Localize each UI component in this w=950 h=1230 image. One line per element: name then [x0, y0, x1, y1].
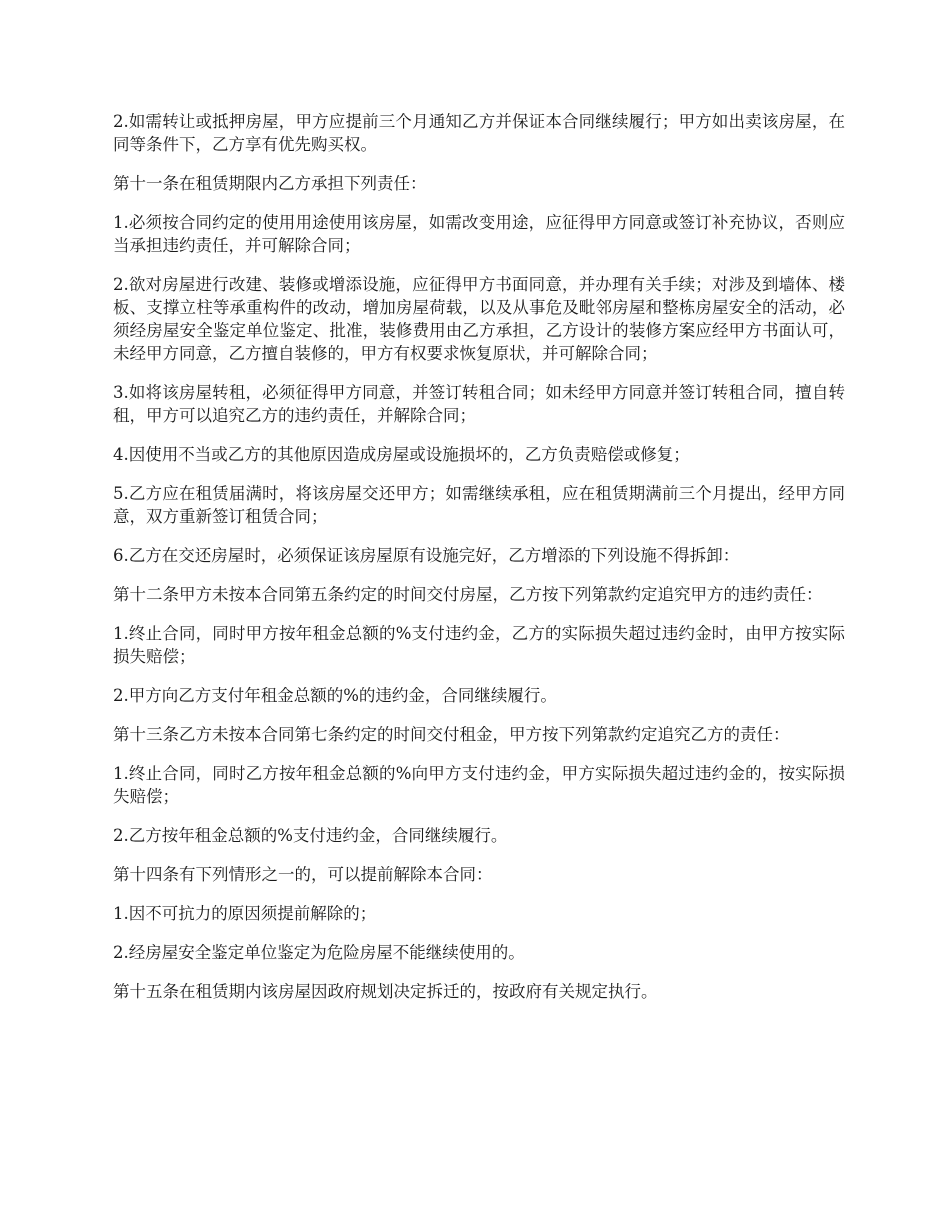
article-15-heading: 第十五条在租赁期内该房屋因政府规划决定拆迁的，按政府有关规定执行。 — [113, 982, 658, 1001]
paragraph-transfer-mortgage: 2.如需转让或抵押房屋，甲方应提前三个月通知乙方并保证本合同继续履行；甲方如出卖该房屋，在同等条件下，乙方享有优先购买权。 — [113, 112, 845, 154]
document-body — [113, 110, 845, 1019]
article-12-heading: 第十二条甲方未按本合同第五条约定的时间交付房屋，乙方按下列第款约定追究甲方的违约责任： — [113, 585, 823, 604]
paragraph-renovation: 2.欲对房屋进行改建、装修或增添设施，应征得甲方书面同意，并办理有关手续；对涉及到墙体、楼板、支撑立柱等承重构件的改动，增加房屋荷载，以及从事危及毗邻房屋和整栋房屋安全的活动，必须经房屋安全鉴定单位鉴定、批准，装修费用由乙方承担，乙方设计的装修方案应经甲方书面认可，未经甲方同意，乙方擅自装修的，甲方有权要求恢复原状，并可解除合同； — [113, 275, 845, 363]
paragraph-13-continue: 2.乙方按年租金总额的%支付违约金，合同继续履行。 — [113, 826, 508, 845]
article-11-heading: 第十一条在租赁期限内乙方承担下列责任： — [113, 174, 427, 193]
paragraph-14-dangerous-house: 2.经房屋安全鉴定单位鉴定为危险房屋不能继续使用的。 — [113, 943, 525, 962]
paragraph-usage-purpose: 1.必须按合同约定的使用用途使用该房屋，如需改变用途，应征得甲方同意或签订补充协议，否则应当承担违约责任，并可解除合同； — [113, 213, 845, 255]
paragraph-13-terminate: 1.终止合同，同时乙方按年租金总额的%向甲方支付违约金，甲方实际损失超过违约金的，按实际损失赔偿； — [113, 764, 845, 806]
paragraph-12-continue: 2.甲方向乙方支付年租金总额的%的违约金，合同继续履行。 — [113, 686, 557, 705]
paragraph-12-terminate: 1.终止合同，同时甲方按年租金总额的%支付违约金，乙方的实际损失超过违约金时，由甲方按实际损失赔偿； — [113, 624, 845, 666]
article-14-heading: 第十四条有下列情形之一的，可以提前解除本合同： — [113, 865, 493, 884]
paragraph-sublease: 3.如将该房屋转租，必须征得甲方同意，并签订转租合同；如未经甲方同意并签订转租合同，擅自转租，甲方可以追究乙方的违约责任，并解除合同； — [113, 383, 845, 425]
article-13-heading: 第十三条乙方未按本合同第七条约定的时间交付租金，甲方按下列第款约定追究乙方的责任： — [113, 725, 790, 744]
paragraph-facilities: 6.乙方在交还房屋时，必须保证该房屋原有设施完好，乙方增添的下列设施不得拆卸： — [113, 546, 740, 565]
paragraph-return-renewal: 5.乙方应在租赁届满时，将该房屋交还甲方；如需继续承租，应在租赁期满前三个月提出，经甲方同意，双方重新签订租赁合同； — [113, 484, 845, 526]
paragraph-damage: 4.因使用不当或乙方的其他原因造成房屋或设施损坏的，乙方负责赔偿或修复； — [113, 445, 690, 464]
paragraph-14-force-majeure: 1.因不可抗力的原因须提前解除的； — [113, 904, 377, 923]
